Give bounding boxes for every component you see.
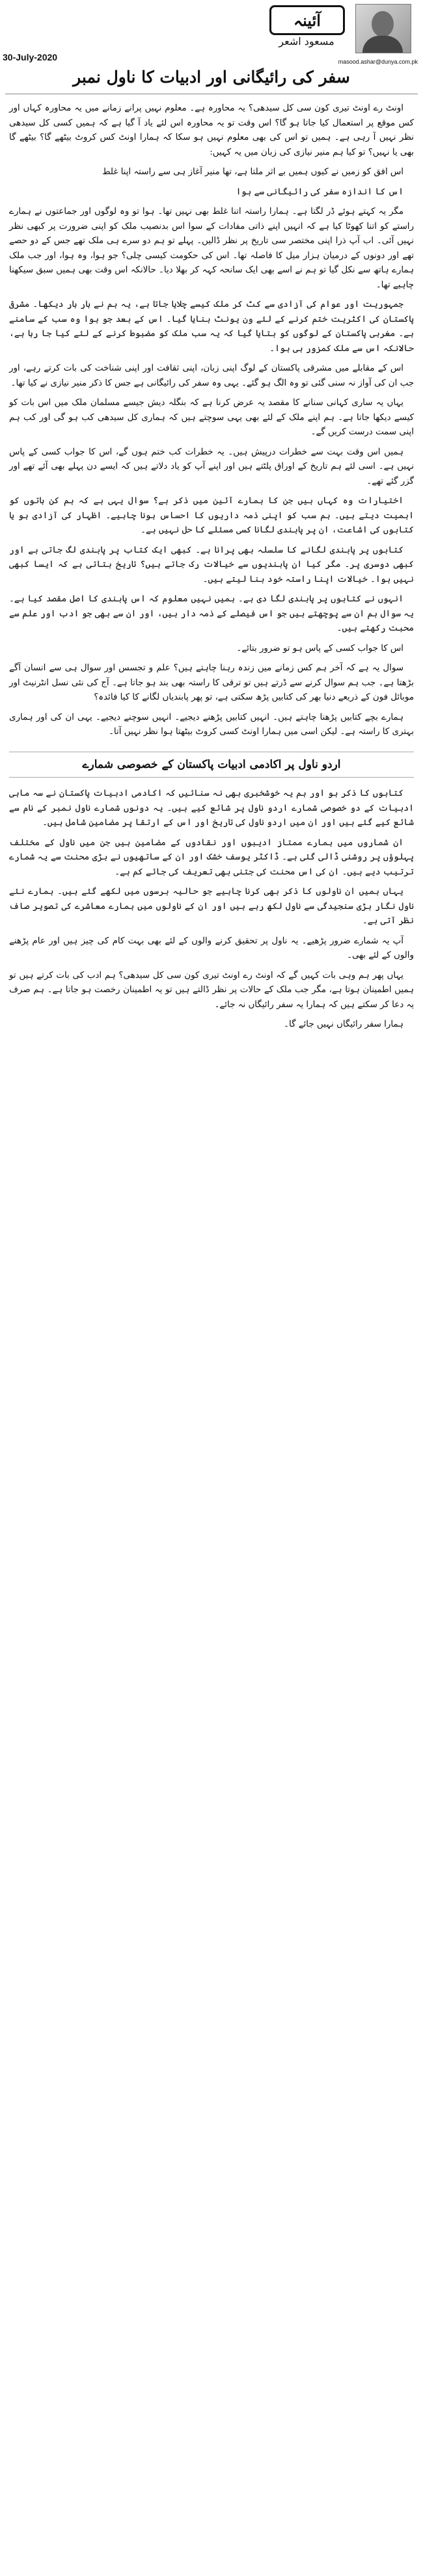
paragraph: ہمارا سفر رائیگاں نہیں جائے گا۔: [284, 1019, 403, 1029]
paragraph: ان شماروں میں ہمارے ممتاز ادیبوں اور نقادوں کے مضامین ہیں جن میں ناول کے مختلف پہلوؤں پر روشنی ڈالی گئی ہے۔ ڈاکٹر یوسف خشک اور ان کے ساتھیوں نے بڑی محنت سے یہ شمارے ترتیب دیے ہیں۔ ان کی اس محنت کی جتنی بھی تعریف کی جائے کم ہے۔: [9, 837, 414, 877]
paragraph: اس کا اندازہ سفر کی رائیگانی سے ہوا: [236, 187, 403, 197]
publish-date: 30-July-2020: [3, 52, 58, 62]
paragraph: کتابوں پر پابندی لگانے کا سلسلہ بھی پرانا ہے۔ کبھی ایک کتاب پر پابندی لگ جاتی ہے اور کبھی دوسری پر۔ مگر کیا ان پابندیوں سے خیالات رک جاتے ہیں؟ تاریخ بتاتی ہے کہ ایسا کبھی نہیں ہوا۔ خیالات اپنا راستہ خود بنا لیتے ہیں۔: [9, 545, 414, 585]
paragraph: آپ یہ شمارے ضرور پڑھیے۔ یہ ناول پر تحقیق کرنے والوں کے لئے بھی بہت کام کی چیز ہیں اور عام پڑھنے والوں کے لئے بھی۔: [9, 936, 414, 960]
paragraph: یہاں یہ ساری کہانی سنانے کا مقصد یہ عرض کرنا ہے کہ بنگلہ دیش جیسے مسلمان ملک میں اس بات کو کیسے دیکھا جاتا ہے۔ ہم اپنے ملک کے لئے بھی یہی سوچتے ہیں کہ ہماری کل سیدھی کب ہو گی اور کب ہم اپنی سمت درست کریں گے۔: [9, 398, 414, 437]
paragraph: جمہوریت اور عوام کی آزادی سے کٹ کر ملک کیسے چلایا جاتا ہے، یہ ہم نے بار بار دیکھا۔ مشرقی پاکستان کی اکثریت ختم کرنے کے لئے ون یونٹ بنایا گیا۔ اس کے بعد جو ہوا وہ سب کے سامنے ہے۔ مغربی پاکستان کے لوگوں کو بتایا گیا کہ یہ سب ملک کو مضبوط کرنے کے لئے کیا جا رہا ہے، حالانکہ اس سے ملک کمزور ہی ہوا۔: [9, 300, 414, 354]
paragraph: انہوں نے کتابوں پر پابندی لگا دی ہے۔ ہمیں نہیں معلوم کہ اس پابندی کا اصل مقصد کیا ہے۔ یہ سوال ہم ان سے پوچھتے ہیں جو اس فیصلے کے ذمہ دار ہیں، اور ان سے بھی جو ادب اور علم سے محبت رکھتے ہیں۔: [9, 594, 414, 633]
paragraph: اس کا جواب کسی کے پاس ہو تو ضرور بتائے۔: [236, 643, 403, 653]
paragraph: کتابوں کا ذکر ہو اور ہم یہ خوشخبری بھی نہ سنائیں کہ اکادمی ادبیات پاکستان نے سہ ماہی ادبیات کے دو خصوصی شمارے اردو ناول پر شائع کیے ہیں۔ یہ دونوں شمارے ناول نمبر کے نام سے شائع کیے گئے ہیں اور ان میں اردو ناول کی تاریخ اور اس کے ارتقا پر مضامین شامل ہیں۔: [9, 789, 414, 828]
column-logo: آئینہ: [269, 5, 345, 35]
paragraph: اس افق کو زمیں نے کیوں ہمیں بے اثر ملتا ہے، تھا منیر آغاز ہی سے راستہ اپنا غلط: [102, 167, 403, 177]
paragraph: سوال یہ ہے کہ آخر ہم کس زمانے میں زندہ رہنا چاہتے ہیں؟ علم و تجسس اور سوال ہی سے انسان آگے بڑھتا ہے۔ جب ہم سوال کرنے سے ڈرتے ہیں تو ترقی کا راستہ بھی بند ہو جاتا ہے۔ آج کی نئی نسل انٹرنیٹ اور موبائل فون کے ذریعے دنیا بھر کی کتابیں پڑھ سکتی ہے، تو پھر پابندیاں لگانے کا کیا فائدہ؟: [9, 663, 414, 702]
section-subheading: اردو ناول پر اکادمی ادبیات پاکستان کے خصوصی شمارے: [9, 752, 414, 778]
paragraph: ہمیں اس وقت بہت سے خطرات درپیش ہیں۔ یہ خطرات کب ختم ہوں گے، اس کا جواب کسی کے پاس نہیں ہے۔ اسی لئے ہم تاریخ کے اوراق پلٹتے ہیں اور اپنے آپ کو یاد دلاتے ہیں کہ ایسے دن پہلے بھی آئے تھے اور گزر گئے تھے۔: [9, 447, 414, 486]
photo-head-shape: [372, 11, 394, 37]
article-body: [9, 101, 414, 1038]
columnist-name: مسعود اشعر: [279, 35, 334, 47]
paragraph: اونٹ رے اونٹ تیری کون سی کل سیدھی؟ یہ محاورہ ہے۔ معلوم نہیں پرانے زمانے میں یہ محاورہ کہاں اور کس موقع پر استعمال کیا جاتا ہو گا؟ اس وقت تو یہ محاورہ اس لئے یاد آ گیا ہے کہ ہمیں کسی کل سیدھی نظر نہیں آ رہی ہے۔ ہمیں تو اس کی بھی معلوم نہیں ہو سکا کہ ہمارا اونٹ کس کروٹ بیٹھے گا؟ بیٹھے گا بھی یا نہیں؟ تو کیا ہم منیر نیازی کی زبان میں یہ کہیں:: [9, 103, 414, 157]
paragraph: مگر یہ کہتے ہوئے ڈر لگتا ہے۔ ہمارا راستہ اتنا غلط بھی نہیں تھا۔ ہوا تو وہ لوگوں اور جماعتوں نے ہمارے راستے کو اتنا کھوٹا کیا ہے کہ انہیں اپنے ذاتی مفادات کے سوا اس بدنصیب ملک کو اپنی ضرورت پر کبھی نظر نہیں آئی۔ اب آپ ذرا اپنی مختصر سی تاریخ پر نظر ڈالیں۔ پہلے تو ہم دو سرے ہی ملک تھے جس کے دو حصے تھے اور دونوں کے درمیان ہزار میل کا فاصلہ تھا۔ اس کی حکومت کیسی چلی؟ جو ہوا، وہ ہوا، اور جب ملک ہمارے ہاتھ سے نکل گیا تو ہم نے اسے بھی ایک سانحہ کہہ کر بھلا دیا۔ حالانکہ اس وقت بھی ہمیں سبق سیکھنا چاہیے تھا۔: [9, 207, 414, 290]
paragraph: اختیارات وہ کہاں ہیں جن کا ہمارے آئین میں ذکر ہے؟ سوال یہی ہے کہ ہم کن باتوں کو اہمیت دیتے ہیں۔ ہم سب کو اپنی ذمہ داریوں کا احساس ہونا چاہیے۔ اظہار کی آزادی ہو یا کتابوں کی اشاعت، ان پر پابندی لگانا کسی مسئلے کا حل نہیں ہے۔: [9, 496, 414, 535]
paragraph: ہمارے بچے کتابیں پڑھنا چاہتے ہیں۔ انہیں کتابیں پڑھنے دیجیے۔ انہیں سوچنے دیجیے۔ یہی ان کی اور ہماری بہتری کا راستہ ہے۔ لیکن اسی میں ہمارا اونٹ کسی کروٹ بیٹھتا ہوا نظر نہیں آتا۔: [9, 712, 414, 737]
photo-shoulders-shape: [362, 36, 403, 53]
paragraph: یہاں ہمیں ان ناولوں کا ذکر بھی کرنا چاہیے جو حالیہ برسوں میں لکھے گئے ہیں۔ ہمارے نئے ناول نگار بڑی سنجیدگی سے ناول لکھ رہے ہیں اور ان کے ناولوں میں ہمارے معاشرے کی تصویر صاف نظر آتی ہے۔: [9, 887, 414, 926]
article-title: سفر کی رائیگانی اور ادبیات کا ناول نمبر: [5, 68, 418, 94]
columnist-email: masood.ashar@dunya.com.pk: [338, 59, 418, 65]
column-header: [0, 0, 423, 65]
paragraph: اس کے مقابلے میں مشرقی پاکستان کے لوگ اپنی زبان، اپنی ثقافت اور اپنی شناخت کی بات کرتے رہے، اور جب ان کی آواز نہ سنی گئی تو وہ الگ ہو گئے۔ یہی وہ سفر کی رائیگانی ہے جس کا ذکر منیر نیازی نے کیا تھا۔: [9, 363, 414, 388]
columnist-photo: [355, 4, 411, 53]
paragraph: یہاں پھر ہم وہی بات کہیں گے کہ اونٹ رے اونٹ تیری کون سی کل سیدھی؟ ہم ادب کی بات کرتے ہیں تو ہمیں اطمینان ہوتا ہے، مگر جب ملک کے حالات پر نظر ڈالتے ہیں تو یہ اطمینان رخصت ہو جاتا ہے۔ ہم صرف یہ دعا کر سکتے ہیں کہ ہمارا یہ سفر رائیگاں نہ جائے۔: [9, 970, 414, 1010]
